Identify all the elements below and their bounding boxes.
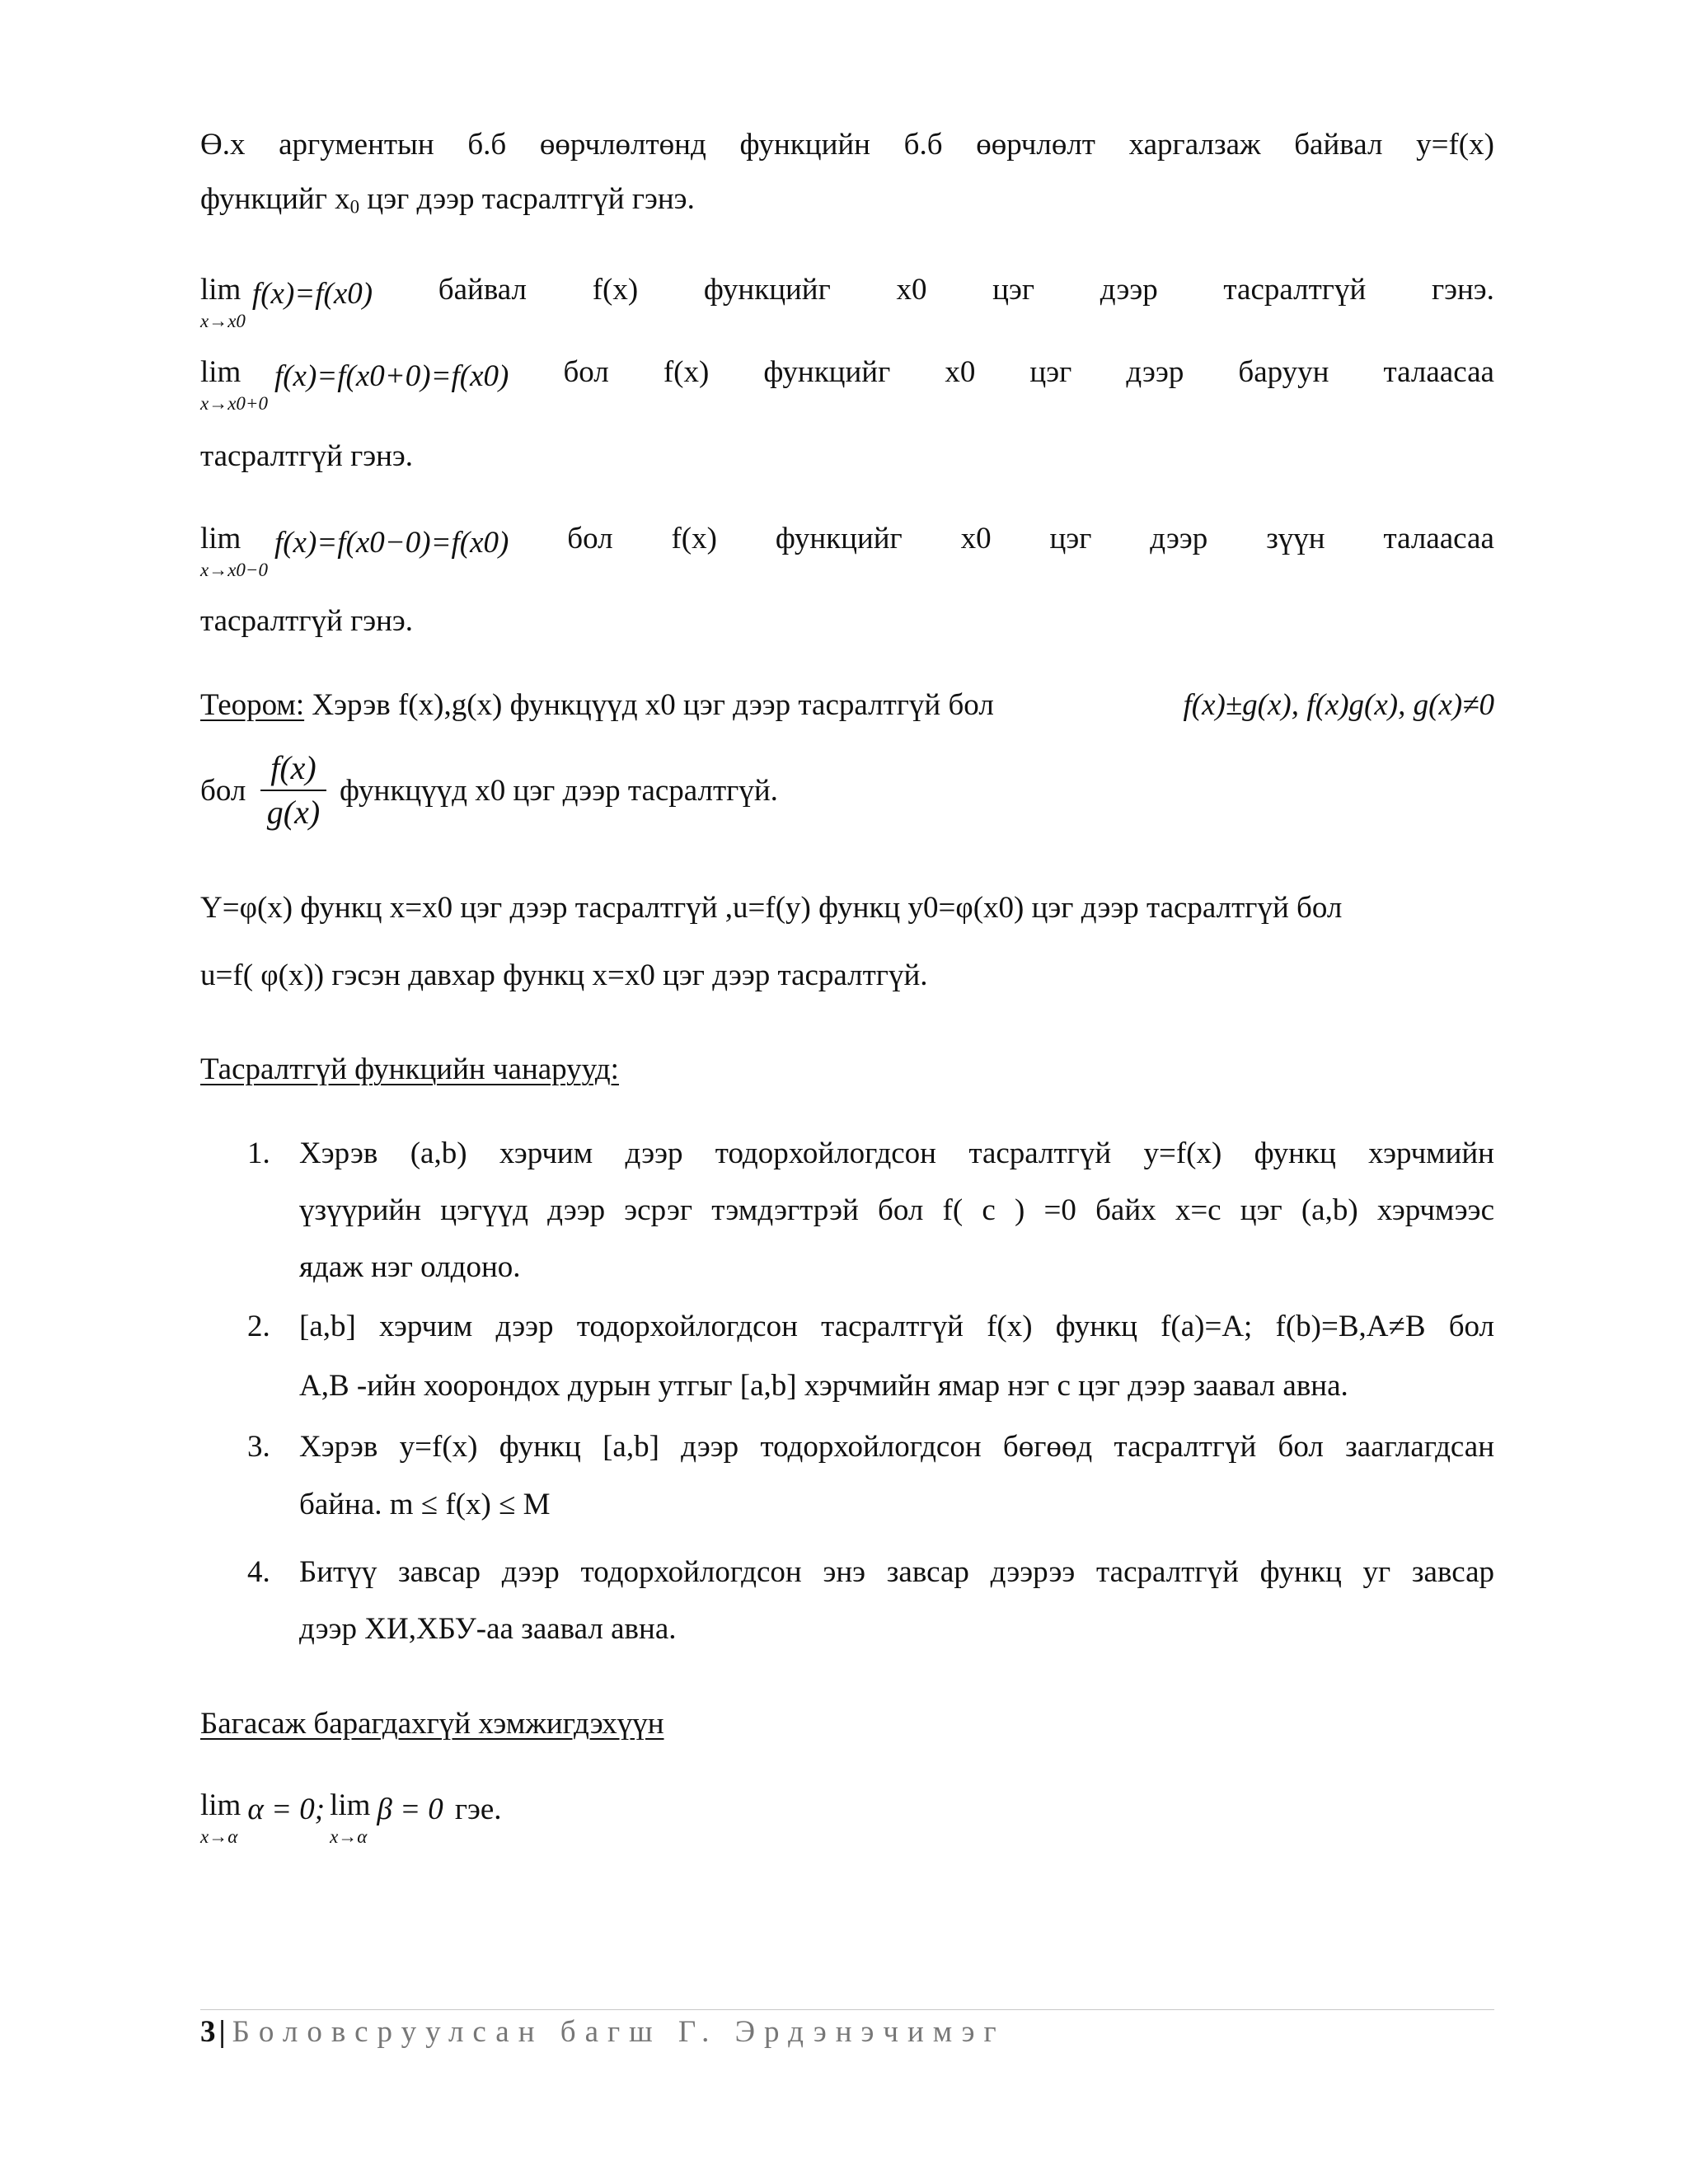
text: функцийг x (200, 182, 350, 216)
limit2-line (200, 353, 1494, 414)
word: цэг (1029, 355, 1072, 389)
word: өөрчлөлтөнд (539, 128, 706, 162)
lim-text: lim (330, 1788, 371, 1822)
word: бол (567, 522, 613, 555)
limit-expression: β = 0 (377, 1793, 443, 1826)
theorem-formula: f(x)±g(x), f(x)g(x), g(x)≠0 (1183, 688, 1494, 722)
word: x0 (945, 355, 976, 389)
word: цэг (1049, 522, 1092, 555)
lim-operator (200, 274, 246, 330)
properties-title-text: Тасралтгүй функцийн чанарууд: (200, 1052, 619, 1086)
word: дээр (1100, 273, 1158, 307)
property-1-line2: үзүүрийн цэгүүд дээр эсрэг тэмдэгтрэй бол f( c ) =0 байх x=c цэг (a,b) хэрчмээс (299, 1193, 1494, 1227)
lim-text: lim (200, 522, 241, 555)
page-number: 3 (200, 2015, 216, 2049)
footer-author: Боловсруулсан багш Г. Эрдэнэчимэг (232, 2015, 1006, 2049)
word: y=f(x) (1416, 128, 1494, 162)
para1-line1 (200, 125, 1494, 165)
lim-operator (200, 357, 268, 413)
word: талаасаа (1383, 355, 1494, 389)
lim-operator (200, 1790, 241, 1846)
word: талаасаа (1383, 522, 1494, 555)
composite-line1: Y=φ(x) функц x=x0 цэг дээр тасралтгүй ,u=f(y) функц y0=φ(x0) цэг дээр тасралтгүй бол (200, 891, 1343, 925)
word: аргументын (279, 128, 434, 162)
limit-expression: f(x)=f(x0) (251, 277, 373, 311)
lim-text: lim (200, 273, 241, 307)
theorem-text: Хэрэв f(x),g(x) функцүүд x0 цэг дээр тасралтгүй бол (304, 688, 994, 722)
lim-text: lim (200, 1788, 241, 1822)
composite-line2: u=f( φ(x)) гэсэн давхар функц x=x0 цэг дээр тасралтгүй. (200, 958, 928, 992)
limit1-line (200, 270, 1494, 331)
limit3-continuation: тасралтгүй гэнэ. (200, 604, 414, 638)
limit1-formula (200, 274, 373, 330)
page-footer (200, 2013, 1006, 2052)
word: баруун (1238, 355, 1329, 389)
limit2-continuation: тасралтгүй гэнэ. (200, 439, 414, 473)
theorem-line1 (200, 686, 1494, 725)
word: функцийг (775, 522, 903, 555)
lim-operator (200, 523, 268, 579)
fraction-numerator: f(x) (270, 749, 316, 786)
word: байвал (438, 273, 528, 307)
infinitesimal-title-text: Багасаж барагдахгүй хэмжигдэхүүн (200, 1707, 664, 1741)
word: тасралтгүй (1223, 273, 1367, 307)
theorem-line2-left: бол (200, 774, 246, 808)
lim-subscript: x→α (200, 1826, 238, 1847)
lim-subscript: x→x0 (200, 311, 246, 331)
word: функцийг (703, 273, 831, 307)
word: б.б (903, 128, 943, 162)
word: цэг (992, 273, 1035, 307)
property-4-line2: дээр ХИ,ХБУ-аа заавал авна. (299, 1612, 677, 1646)
theorem-label: Теором: (200, 688, 305, 722)
property-3-line1: Хэрэв y=f(x) функц [a,b] дээр тодорхойлогдсон бөгөөд тасралтгүй бол зааглагдсан (299, 1430, 1494, 1464)
lim-subscript: x→α (330, 1826, 368, 1847)
theorem-line2-right: функцүүд x0 цэг дээр тасралтгүй. (340, 774, 778, 808)
limit3-line (200, 519, 1494, 580)
word: функцийг (763, 355, 891, 389)
word: x0 (960, 522, 992, 555)
property-number: 3. (247, 1430, 270, 1464)
footer-separator: | (218, 2015, 226, 2049)
text: цэг дээр тасралтгүй гэнэ. (359, 182, 695, 216)
fraction-bar (260, 790, 326, 791)
word: өөрчлөлт (976, 128, 1095, 162)
word: гэнэ. (1431, 273, 1494, 307)
word: Ө.х (200, 128, 246, 162)
limit3-formula (200, 523, 509, 579)
word: бол (563, 355, 609, 389)
property-1-line3: ядаж нэг олдоно. (299, 1250, 521, 1284)
subscript: 0 (349, 196, 360, 218)
property-1-line1: Хэрэв (a,b) хэрчим дээр тодорхойлогдсон тасралтгүй y=f(x) функц хэрчмийн (299, 1137, 1494, 1170)
limit-expression: α = 0; (247, 1793, 326, 1826)
word: функцийн (739, 128, 870, 162)
lim-text: lim (200, 355, 241, 389)
para1-line2 (200, 180, 1494, 219)
formula-tail: гэе. (454, 1793, 502, 1826)
property-4-line1: Битүү завсар дээр тодорхойлогдсон энэ завсар дээрээ тасралтгүй функц уг завсар (299, 1555, 1494, 1589)
limit2-formula (200, 357, 509, 413)
word: f(x) (592, 273, 639, 307)
word: байвал (1294, 128, 1383, 162)
word: x0 (896, 273, 927, 307)
theorem-statement (200, 686, 994, 725)
quotient-fraction (260, 748, 326, 832)
lim-operator (330, 1790, 370, 1846)
word: дээр (1126, 355, 1184, 389)
lim-subscript: x→x0−0 (200, 560, 268, 580)
word: f(x) (663, 355, 710, 389)
limit-expression: f(x)=f(x0+0)=f(x0) (274, 359, 509, 393)
infinitesimal-title (200, 1704, 1494, 1744)
word: зүүн (1266, 522, 1325, 555)
footer-divider (200, 2009, 1494, 2010)
property-2-line1: [a,b] хэрчим дээр тодорхойлогдсон тасралтгүй f(x) функц f(a)=A; f(b)=B,A≠B бол (299, 1310, 1494, 1343)
property-number: 2. (247, 1310, 270, 1343)
word: харгалзаж (1128, 128, 1261, 162)
property-number: 4. (247, 1555, 270, 1589)
word: б.б (467, 128, 507, 162)
property-2-line2: A,B -ийн хоорондох дурын утгыг [a,b] хэрчмийн ямар нэг c цэг дээр заавал авна. (299, 1369, 1348, 1403)
properties-title (200, 1050, 1494, 1090)
property-number: 1. (247, 1137, 270, 1170)
property-3-line2: байна. m ≤ f(x) ≤ M (299, 1488, 551, 1521)
infinitesimal-formula (200, 1790, 1494, 1846)
word: дээр (1150, 522, 1208, 555)
fraction-denominator: g(x) (266, 794, 321, 831)
lim-subscript: x→x0+0 (200, 393, 268, 414)
word: f(x) (671, 522, 717, 555)
limit-expression: f(x)=f(x0−0)=f(x0) (274, 526, 509, 560)
